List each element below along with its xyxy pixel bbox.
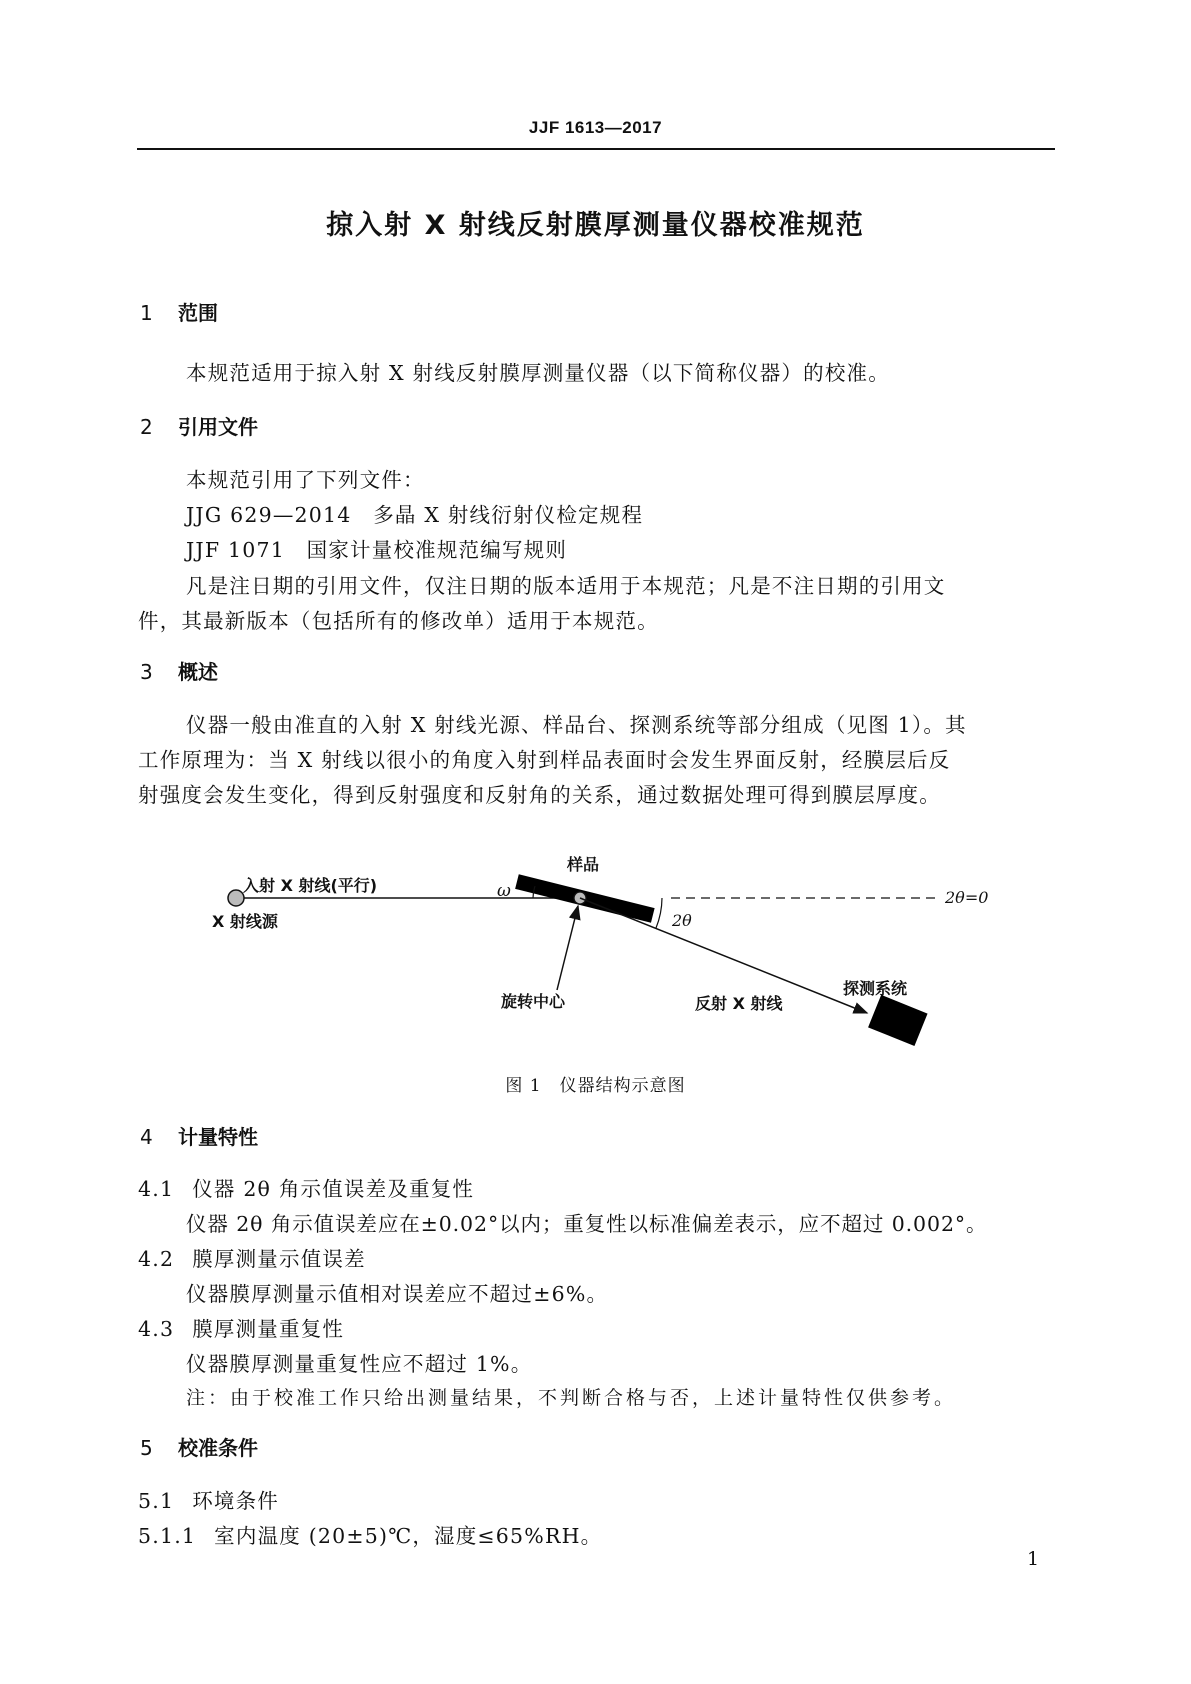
label-detector: 探测系统 [843,979,908,998]
label-two-theta-zero: 2θ=0 [945,888,989,907]
section-number: 1 [140,301,153,325]
subsection-4-2-heading [138,1242,366,1272]
label-omega: ω [497,881,511,901]
subsection-text: 室内温度 (20±5)℃，湿度≤65%RH。 [214,1524,603,1548]
label-x-ray-source: X 射线源 [212,912,278,931]
subsection-4-3-heading [138,1312,344,1342]
section-3-line-2: 工作原理为：当 X 射线以很小的角度入射到样品表面时会发生界面反射，经膜层后反 [138,748,951,772]
subsection-4-3-text: 仪器膜厚测量重复性应不超过 1%。 [186,1352,533,1376]
section-title: 概述 [178,660,218,684]
subsection-4-1-heading [138,1172,474,1202]
label-incident-beam: 入射 X 射线(平行) [243,876,378,895]
section-1-paragraph: 本规范适用于掠入射 X 射线反射膜厚测量仪器（以下简称仪器）的校准。 [186,361,890,385]
section-number: 2 [140,415,153,439]
subsection-number: 4.3 [138,1317,175,1341]
subsection-title: 仪器 2θ 角示值误差及重复性 [192,1177,475,1201]
label-sample: 样品 [567,855,600,874]
document-title: 掠入射 X 射线反射膜厚测量仪器校准规范 [326,210,865,241]
subsection-5-1-heading [138,1484,279,1514]
section-number: 5 [140,1436,153,1460]
subsection-number: 5.1 [138,1489,175,1513]
rotation-center-pointer [557,906,578,990]
reference-jjf-1071: JJF 1071 国家计量校准规范编写规则 [186,538,568,562]
section-1-heading [140,297,218,326]
section-number: 4 [140,1125,153,1149]
section-2-line-1: 本规范引用了下列文件： [186,468,425,492]
reference-jjg-629: JJG 629—2014 多晶 X 射线衍射仪检定规程 [186,503,644,527]
detector-block [868,995,927,1046]
section-3-line-3: 射强度会发生变化，得到反射强度和反射角的关系，通过数据处理可得到膜层厚度。 [138,783,941,807]
section-title: 引用文件 [178,415,258,439]
label-rotation-center: 旋转中心 [501,992,566,1011]
metrology-note: 注：由于校准工作只给出测量结果，不判断合格与否，上述计量特性仅供参考。 [186,1387,957,1409]
x-ray-source-icon [228,890,244,906]
figure-caption: 图 1 仪器结构示意图 [505,1076,686,1096]
two-theta-angle-arc [656,898,662,928]
section-number: 3 [140,660,153,684]
subsection-title: 环境条件 [192,1489,280,1513]
subsection-number: 4.2 [138,1247,175,1271]
subsection-5-1-1 [138,1519,602,1549]
label-two-theta: 2θ [672,911,692,930]
section-3-line-1: 仪器一般由准直的入射 X 射线光源、样品台、探测系统等部分组成（见图 1）。其 [186,713,967,737]
section-5-heading [140,1432,258,1461]
subsection-title: 膜厚测量重复性 [192,1317,345,1341]
section-2-heading [140,411,258,440]
section-3-heading [140,656,218,685]
subsection-4-1-text: 仪器 2θ 角示值误差应在±0.02°以内；重复性以标准偏差表示，应不超过 0.002°。 [186,1212,988,1236]
subsection-number: 4.1 [138,1177,175,1201]
subsection-title: 膜厚测量示值误差 [192,1247,366,1271]
subsection-4-2-text: 仪器膜厚测量示值相对误差应不超过±6%。 [186,1282,609,1306]
section-title: 计量特性 [178,1125,258,1149]
section-4-heading [140,1121,258,1150]
document-code-header: JJF 1613—2017 [528,118,663,137]
section-title: 校准条件 [178,1436,258,1460]
instrument-structure-diagram [137,835,937,1060]
subsection-number: 5.1.1 [138,1524,197,1548]
section-title: 范围 [178,301,218,325]
section-2-line-5: 件，其最新版本（包括所有的修改单）适用于本规范。 [138,609,659,633]
label-reflected-beam: 反射 X 射线 [695,994,783,1013]
header-rule [137,148,1055,150]
section-2-line-4: 凡是注日期的引用文件，仅注日期的版本适用于本规范；凡是不注日期的引用文 [186,574,946,598]
page-number: 1 [1027,1548,1040,1570]
